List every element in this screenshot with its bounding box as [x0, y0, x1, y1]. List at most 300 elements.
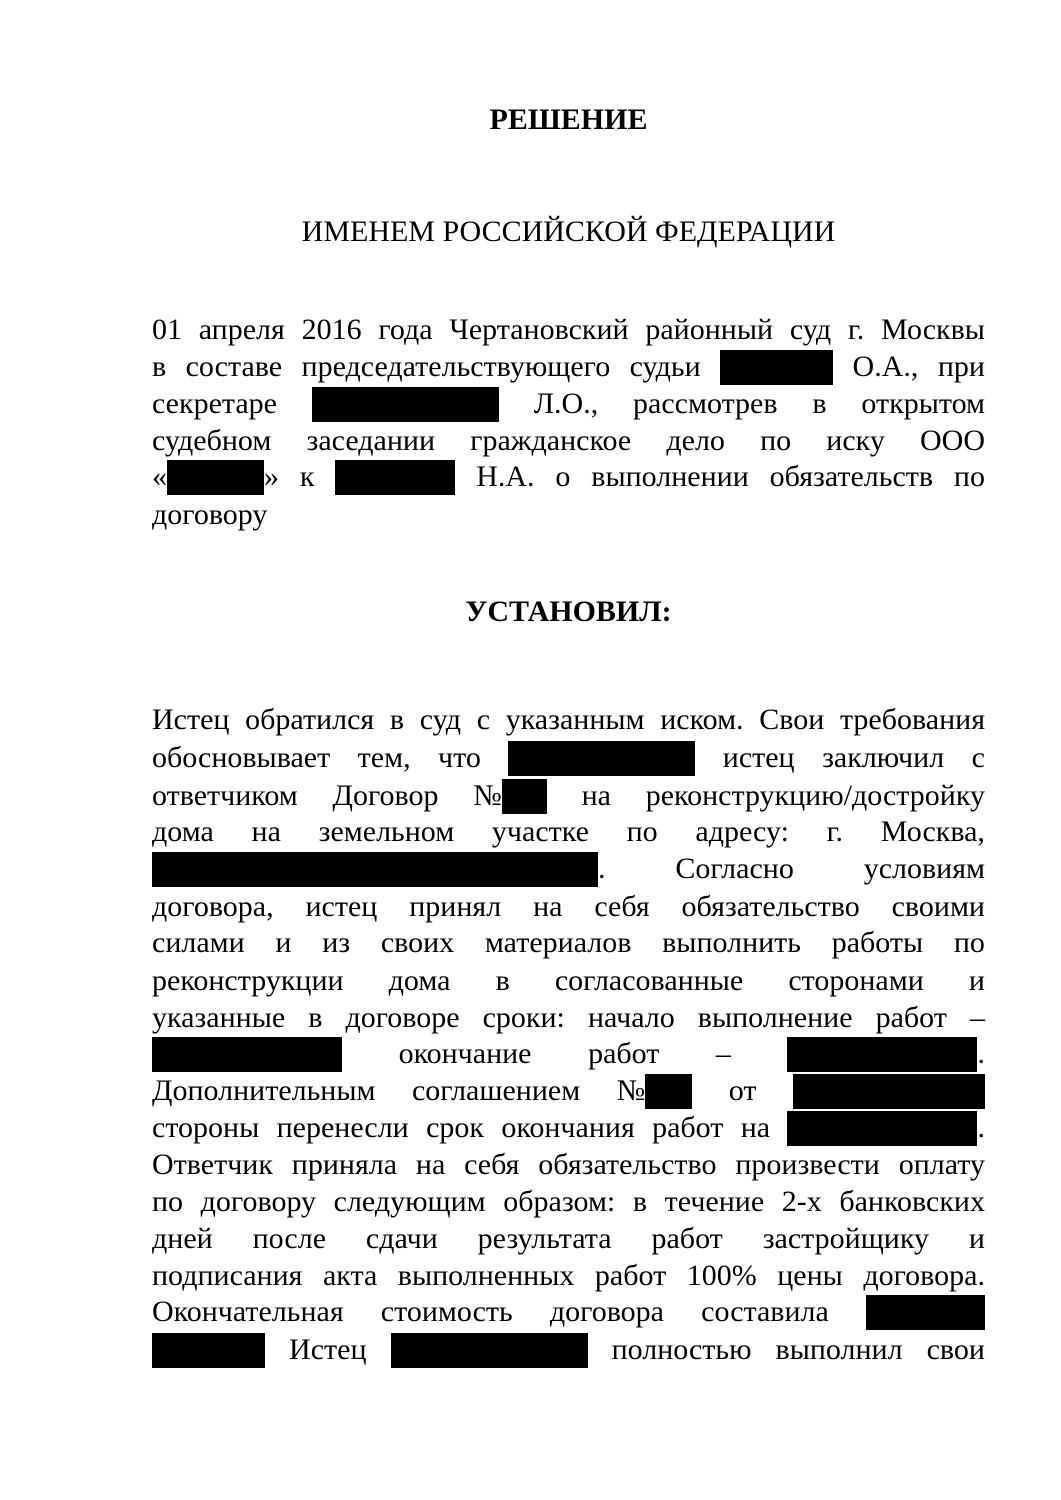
word [853, 350, 919, 384]
word-text: соглашением [411, 1074, 581, 1107]
word-text: » [264, 460, 279, 493]
word [381, 926, 454, 960]
word [675, 852, 793, 886]
word [398, 1259, 575, 1293]
word [152, 741, 330, 775]
word-text: застройщику [762, 1222, 930, 1255]
word-text: 2016 [301, 313, 362, 346]
word-text: Окончательная [152, 1295, 344, 1328]
word [920, 424, 985, 458]
word-text: « [152, 460, 167, 493]
word-text: судьи [629, 350, 701, 383]
word [252, 815, 281, 849]
word [496, 964, 510, 998]
word [152, 1222, 213, 1256]
word [152, 1111, 259, 1145]
word-text: свои [926, 1333, 985, 1366]
word [627, 815, 658, 849]
word [763, 1222, 929, 1256]
word-text: из [322, 926, 351, 959]
word-text: и [968, 964, 985, 997]
word [741, 1111, 770, 1145]
word [308, 1001, 322, 1035]
text-line [152, 1034, 985, 1074]
word-text: указанные [152, 1001, 286, 1034]
word-text: председательствующего [301, 350, 611, 383]
word [412, 1074, 580, 1108]
document-title: РЕШЕНИЕ [489, 103, 648, 136]
word-text: по [152, 1185, 184, 1218]
word-text: рассмотрев [633, 387, 778, 420]
word [550, 1295, 664, 1329]
redaction-box [312, 387, 499, 422]
redaction-box [720, 350, 833, 385]
word [152, 852, 606, 887]
word [501, 1111, 634, 1145]
word [391, 1333, 588, 1368]
word [782, 1185, 822, 1219]
word-text: в [308, 1001, 323, 1034]
word-text: следующим [333, 1185, 486, 1218]
word [426, 1111, 484, 1145]
word [275, 926, 291, 960]
text-line [152, 1108, 985, 1148]
text-line [152, 1071, 985, 1111]
word-text: себя [594, 890, 650, 923]
word [152, 1001, 285, 1035]
word-text: . [598, 852, 606, 885]
word-text: стороны [152, 1111, 260, 1144]
word [695, 815, 789, 849]
word [840, 703, 985, 737]
word-text: Истец [289, 1333, 367, 1366]
word-text: по [953, 460, 985, 493]
word-text: по [760, 424, 792, 457]
word [954, 460, 985, 494]
word-text: иску [826, 424, 885, 457]
word-text: своих [380, 926, 455, 959]
word [476, 460, 534, 494]
word-text: начало [587, 1001, 675, 1034]
word [503, 1185, 615, 1219]
word [698, 1001, 853, 1035]
text-line [152, 961, 985, 1001]
word [812, 387, 826, 421]
word-text: Согласно [675, 852, 794, 885]
word-text: сдачи [365, 1222, 438, 1255]
word [720, 350, 833, 385]
word [776, 1333, 903, 1367]
word [555, 460, 570, 494]
word-text: ООО [919, 424, 985, 457]
word [723, 741, 795, 775]
word [701, 1295, 829, 1329]
word-text: Л.О., [533, 387, 599, 420]
word-text: и [968, 1222, 985, 1255]
word-text: работ [594, 1259, 667, 1292]
word [863, 1259, 985, 1293]
word [788, 964, 923, 998]
word-text: реконструкцию/достройку [645, 779, 985, 812]
word [152, 498, 267, 532]
redaction-box [866, 1295, 985, 1330]
word-text: договора [549, 1295, 664, 1328]
word-text: сроки: [482, 1001, 565, 1034]
word [938, 350, 985, 384]
word [588, 1001, 675, 1035]
word-text: результата [477, 1222, 612, 1255]
word-text: договора. [863, 1259, 985, 1292]
word [152, 779, 298, 813]
word [300, 460, 315, 494]
word-text: работ [652, 1111, 724, 1144]
word-text: Москва, [880, 815, 985, 848]
word [152, 350, 166, 384]
word-text: заключил [822, 741, 945, 774]
word-text: договора, [152, 890, 274, 923]
word-text: Ответчик [152, 1148, 273, 1181]
word-text: земельном [318, 815, 455, 848]
word-text: Москвы [881, 313, 985, 346]
text-line [152, 738, 985, 778]
word-text: выполнении [591, 460, 749, 493]
text-line [152, 1256, 985, 1296]
word-text: обязательство [681, 890, 860, 923]
text-line [152, 310, 985, 350]
word [152, 703, 229, 737]
word-text: заседании [306, 424, 436, 457]
word [390, 703, 404, 737]
word-text: суд [789, 313, 832, 346]
word [152, 926, 245, 960]
word [594, 890, 649, 924]
text-line [152, 1292, 985, 1332]
word [152, 1037, 342, 1072]
word-text: . [977, 1037, 985, 1070]
word-text: 100% [686, 1259, 757, 1292]
word [826, 424, 885, 458]
word-text: цены [777, 1259, 843, 1292]
word [881, 313, 985, 347]
text-line [152, 849, 985, 889]
word [760, 424, 791, 458]
word [186, 350, 282, 384]
word-text: к [299, 460, 315, 493]
word [790, 313, 831, 347]
word [492, 815, 589, 849]
redaction-box [787, 1037, 977, 1072]
text-line [152, 1145, 985, 1185]
word [787, 1037, 985, 1072]
text-line [152, 421, 985, 461]
word [152, 1148, 273, 1182]
word-text: иском. [660, 703, 744, 736]
redaction-box [793, 1074, 985, 1109]
word-text: принял [409, 890, 502, 923]
word [652, 1111, 723, 1145]
redaction-box [335, 460, 455, 495]
word [864, 852, 985, 886]
word [848, 313, 864, 347]
word-text: себя [464, 1148, 520, 1181]
word-text: районный [645, 313, 774, 346]
word-text: приняла [291, 1148, 398, 1181]
word [323, 1259, 377, 1293]
word [822, 741, 944, 775]
word-text: обосновывает [152, 741, 331, 774]
word [473, 779, 547, 814]
word-text: в [152, 350, 167, 383]
word [152, 313, 182, 347]
word-text: обязательство [538, 1148, 717, 1181]
word [152, 1259, 302, 1293]
text-line [152, 457, 985, 497]
text-line [152, 1182, 985, 1222]
word [152, 964, 344, 998]
word-text: требования [839, 703, 985, 736]
word-text: с [476, 703, 491, 736]
word-text: согласованные [554, 964, 744, 997]
word-text: по [626, 815, 658, 848]
word [612, 1333, 752, 1367]
word-text: образом: [503, 1185, 616, 1218]
word-text: по [953, 926, 985, 959]
word-text: в [632, 1185, 648, 1218]
word [464, 1148, 519, 1182]
word-text: условиям [863, 852, 985, 885]
word [970, 1001, 985, 1035]
word [645, 313, 773, 347]
word-text: силами [152, 926, 245, 959]
word-text: Чертановский [449, 313, 629, 346]
word [312, 387, 499, 422]
word-text: на [533, 890, 563, 923]
word [770, 460, 933, 494]
word [506, 703, 645, 737]
word-text: О.А., [852, 350, 919, 383]
word-text: работы [831, 926, 924, 959]
word [334, 1185, 486, 1219]
word [416, 1148, 445, 1182]
word-text: указанным [505, 703, 645, 736]
word-text: банковских [839, 1185, 985, 1218]
word [477, 703, 490, 737]
text-line [152, 347, 985, 387]
text-line [152, 1219, 985, 1259]
word-text: дело [666, 424, 725, 457]
word-text: выполнил [775, 1333, 903, 1366]
redaction-box [152, 1037, 342, 1072]
word [470, 424, 631, 458]
word [152, 1185, 183, 1219]
redaction-box [152, 852, 598, 887]
redaction-box [152, 1333, 265, 1368]
word [378, 313, 432, 347]
word [449, 313, 628, 347]
word-text: гражданское [470, 424, 632, 457]
word-text: обязательств [769, 460, 934, 493]
word-text: истец [722, 741, 795, 774]
word [253, 1222, 326, 1256]
word-text: и [275, 926, 292, 959]
word [345, 1001, 459, 1035]
word [389, 964, 451, 998]
word [927, 1333, 985, 1367]
word-text: адресу: [695, 815, 789, 848]
word [595, 1259, 666, 1293]
word [534, 387, 599, 421]
word-text: апреля [198, 313, 285, 346]
word-text: выполнение [697, 1001, 853, 1034]
word-text: срок [426, 1111, 484, 1144]
word [152, 1295, 344, 1329]
word-text: стоимость [380, 1295, 513, 1328]
word [322, 926, 350, 960]
word [409, 890, 501, 924]
word-text: в [389, 703, 405, 736]
redaction-box [391, 1333, 588, 1368]
word [302, 313, 362, 347]
word-text: реконструкции [152, 964, 344, 997]
word-text: дней [152, 1222, 213, 1255]
word [827, 815, 843, 849]
word-text: акта [322, 1259, 378, 1292]
word-text: ответчиком [152, 779, 298, 812]
word-text: . [977, 1111, 985, 1144]
redaction-box [787, 1111, 977, 1146]
word [651, 1222, 722, 1256]
document-subtitle: ИМЕНЕМ РОССИЙСКОЙ ФЕДЕРАЦИИ [301, 215, 836, 248]
word-text: обратился [245, 703, 375, 736]
word-text: судебном [152, 424, 272, 457]
word-text: полностью [611, 1333, 752, 1366]
word-text: – [969, 1001, 985, 1034]
word-text: № [616, 1074, 646, 1107]
word-text: выполненных [397, 1259, 575, 1292]
word-text: г. [826, 815, 844, 848]
word [555, 964, 743, 998]
word [152, 1074, 375, 1108]
text-line [152, 923, 985, 963]
word [302, 350, 611, 384]
word-text: секретаре [152, 387, 277, 420]
word [508, 741, 695, 776]
word [533, 890, 562, 924]
word-text: выполнить [662, 926, 801, 959]
word [787, 1111, 985, 1146]
word-text: открытом [861, 387, 985, 420]
word [633, 1185, 647, 1219]
word [662, 926, 801, 960]
word-text: Договор [332, 779, 439, 812]
word-text: течение [664, 1185, 765, 1218]
word-text: подписания [152, 1259, 303, 1292]
word [333, 779, 439, 813]
word-text: договору [152, 498, 268, 531]
word-text: на [581, 779, 611, 812]
word-text: перенесли [276, 1111, 409, 1144]
word-text: – [715, 1037, 731, 1070]
word [245, 703, 374, 737]
word [876, 1001, 947, 1035]
word-text: на [251, 815, 281, 848]
word [954, 926, 985, 960]
word-text: работ [875, 1001, 947, 1034]
word [438, 741, 481, 775]
word [289, 1333, 366, 1367]
word [307, 424, 436, 458]
word [277, 1111, 409, 1145]
word-text: 01 [152, 313, 182, 346]
word [969, 964, 985, 998]
word [617, 1074, 693, 1109]
word [633, 387, 778, 421]
word [538, 1148, 716, 1182]
text-line [152, 1330, 985, 1370]
word [420, 703, 461, 737]
word-text: 2-х [781, 1185, 822, 1218]
word [866, 1295, 985, 1330]
word [716, 1037, 731, 1071]
word [861, 387, 985, 421]
word [588, 1037, 659, 1071]
word-text: в [812, 387, 827, 420]
word [485, 926, 632, 960]
word [630, 350, 701, 384]
word-text: на [415, 1148, 446, 1181]
word [969, 1222, 985, 1256]
text-line [152, 700, 985, 740]
word-text: с [971, 741, 985, 774]
word [660, 703, 743, 737]
word-text: работ [651, 1222, 723, 1255]
word [292, 1148, 397, 1182]
word-text: после [252, 1222, 327, 1255]
word-text: тем, [357, 741, 411, 774]
word-text: составе [185, 350, 283, 383]
text-line [152, 887, 985, 927]
word-text: Дополнительным [152, 1074, 376, 1107]
word [399, 1037, 532, 1071]
text-line [152, 384, 985, 424]
word [335, 460, 455, 495]
word-text: от [728, 1074, 757, 1107]
text-line [152, 495, 985, 535]
word [358, 741, 411, 775]
word [892, 890, 985, 924]
word-text: окончание [398, 1037, 532, 1070]
word [793, 1074, 985, 1109]
word [152, 1333, 265, 1368]
word [646, 779, 985, 813]
redaction-box [502, 779, 547, 814]
word [759, 703, 824, 737]
word [665, 1185, 765, 1219]
word-text: Свои [759, 703, 825, 736]
redaction-box [508, 741, 695, 776]
word-text: в [495, 964, 510, 997]
word-text: года [378, 313, 433, 346]
word [366, 1222, 438, 1256]
word [381, 1295, 513, 1329]
word [839, 1185, 985, 1219]
word-text: суд [419, 703, 462, 736]
word [972, 741, 985, 775]
redaction-box [167, 460, 264, 495]
word [899, 1148, 985, 1182]
word [152, 424, 271, 458]
word-text: сторонами [788, 964, 924, 997]
